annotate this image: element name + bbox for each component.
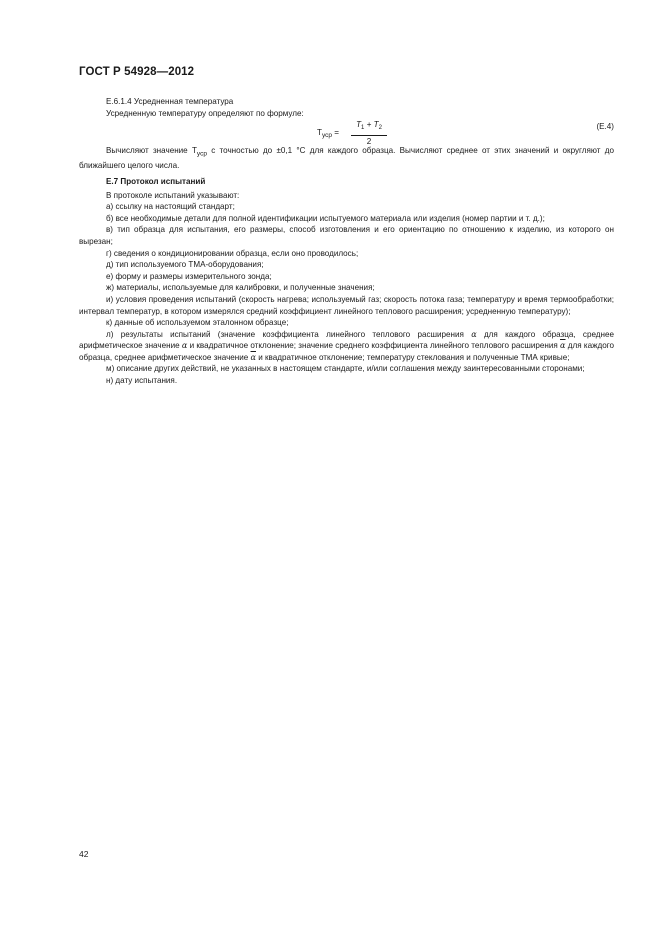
page-content (79, 96, 614, 387)
paragraph-average-temp: Вычисляют значение $T_{уср}$ с точностью до ±0,1 °С для каждого образца. Вычисляют среднее от этих значений и округляют до ближайшего целого числа. (79, 146, 614, 171)
formula-intro: Усредненную температуру определяют по формуле: (106, 108, 304, 118)
list-item-v: в) тип образца для испытания, его размеры, способ изготовления и его ориентацию по отношению к изделию, из которого он вырезан; (79, 225, 614, 246)
formula-e4 (317, 119, 397, 145)
formula-fraction (349, 119, 389, 147)
list-item-i: и) условия проведения испытаний (скорость нагрева; используемый газ; скорость потока газа; температуру и время термообработки; интервал температур, в котором измерялся средний коэффициент линейного теплового расширения; усредненную температуру); (79, 294, 614, 316)
page-number: 42 (79, 849, 89, 859)
list-item-a: а) ссылку на настоящий стандарт; (106, 202, 235, 212)
equation-number: (Е.4) (596, 122, 614, 132)
list-item-d: д) тип используемого ТМА-оборудования; (106, 260, 264, 270)
report-intro: В протоколе испытаний указывают: (106, 190, 240, 200)
document-header: ГОСТ Р 54928—2012 (79, 66, 195, 78)
formula-block (79, 119, 614, 145)
list-item-m: м) описание других действий, не указанных в настоящем стандарте, и/или соглашения между заинтересованными сторонами; (106, 364, 585, 374)
formula-equals: = (334, 128, 339, 138)
list-item-zh: ж) материалы, используемые для калибровки, и полученные значения; (106, 283, 375, 293)
list-item-k: к) данные об используемом эталонном образце; (106, 318, 289, 328)
formula-numerator: $T_1 + T_2$ (356, 120, 382, 132)
alpha-bar-symbol: $\overline{\alpha}$ (560, 340, 566, 351)
formula-lhs-subscript: уср (321, 132, 332, 140)
list-item-l: л) результаты испытаний (значение коэффициента линейного теплового расширения α для каждого образца, среднее арифметическое значение α и квадратичное отклонение; значение среднего коэффициента линейного теплового расширения $\overline{\alpha}$ для каждого образца, среднее арифметическое значение $\overline{\alpha}$ и квадратичное отклонение; температуру стеклования и полученные ТМА кривые; (79, 328, 615, 362)
alpha-symbol: α (471, 328, 477, 339)
list-item-e: е) форму и размеры измерительного зонда; (106, 271, 272, 281)
alpha-symbol: α (181, 340, 188, 351)
formula-lhs-symbol: T (317, 128, 322, 138)
section-heading-report: Е.7 Протокол испытаний (106, 176, 206, 186)
list-item-g: г) сведения о кондиционировании образца, если оно проводилось; (106, 248, 359, 258)
formula-denominator: 2 (366, 136, 372, 146)
list-item-b: б) все необходимые детали для полной идентификации испытуемого материала или изделия (номер партии и т. д.); (106, 213, 545, 223)
alpha-bar-symbol: $\overline{\alpha}$ (250, 351, 256, 362)
subsection-heading: Е.6.1.4 Усредненная температура (106, 97, 234, 106)
list-item-n: н) дату испытания. (106, 376, 178, 386)
